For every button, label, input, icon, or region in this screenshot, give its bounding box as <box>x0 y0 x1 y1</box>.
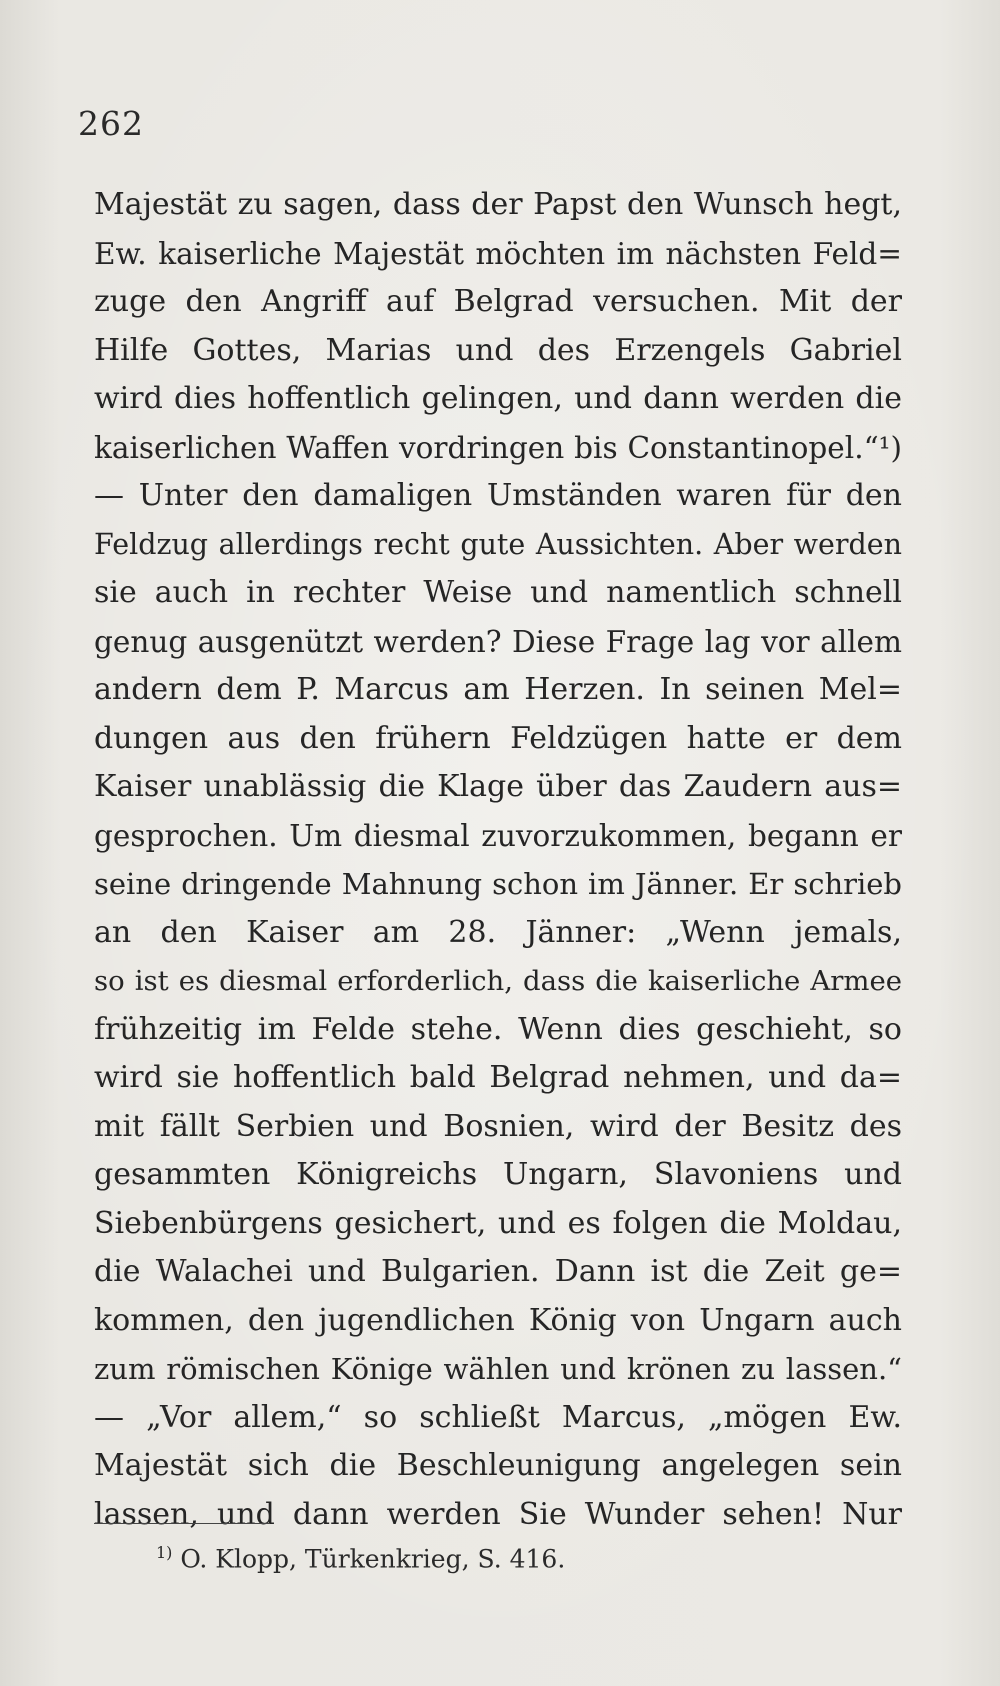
text-line: zuge den Angriff auf Belgrad versuchen. Mit der <box>94 284 902 319</box>
text-line: mit fällt Serbien und Bosnien, wird der Besitz des <box>94 1108 902 1144</box>
text-line: lassen, und dann werden Sie Wunder sehen! Nur <box>94 1496 902 1532</box>
text-line: — Unter den damaligen Umständen waren für den <box>94 478 902 513</box>
text-line: die Walachei und Bulgarien. Dann ist die Zeit ge= <box>94 1254 902 1289</box>
text-line: frühzeitig im Felde stehe. Wenn dies geschieht, so <box>94 1011 902 1047</box>
text-line: an den Kaiser am 28. Jänner: „Wenn jemals, <box>94 914 902 950</box>
text-line: dungen aus den frühern Feldzügen hatte er dem <box>94 720 902 756</box>
text-line: Feldzug allerdings recht gute Aussichten. Aber werden <box>94 527 902 561</box>
text-line: zum römischen Könige wählen und krönen zu lassen.“ <box>94 1352 902 1386</box>
text-line: andern dem P. Marcus am Herzen. In seinen Mel= <box>94 672 902 707</box>
text-line: Majestät sich die Beschleunigung angelegen sein <box>94 1448 902 1483</box>
text-line: wird dies hoffentlich gelingen, und dann werden die <box>94 381 902 416</box>
footnote-separator <box>94 1523 270 1524</box>
text-line: genug ausgenützt werden? Diese Frage lag vor allem <box>94 624 902 659</box>
text-line: Siebenbürgens gesichert, und es folgen die Moldau, <box>94 1205 902 1241</box>
text-line: sie auch in rechter Weise und namentlich schnell <box>94 575 902 610</box>
text-line: seine dringende Mahnung schon im Jänner. Er schrieb <box>94 867 902 901</box>
text-line: wird sie hoffentlich bald Belgrad nehmen, und da= <box>94 1060 902 1095</box>
text-line: gesammten Königreichs Ungarn, Slavoniens und <box>94 1157 902 1192</box>
text-line: Ew. kaiserliche Majestät möchten im nächsten Feld= <box>94 236 902 271</box>
footnote-text: O. Klopp, Türkenkrieg, S. 416. <box>180 1544 566 1574</box>
text-line: gesprochen. Um diesmal zuvorzukommen, begann er <box>94 818 902 853</box>
text-line: Kaiser unablässig die Klage über das Zaudern aus= <box>94 769 902 804</box>
text-line: kommen, den jugendlichen König von Ungarn auch <box>94 1302 902 1338</box>
text-line: Hilfe Gottes, Marias und des Erzengels Gabriel <box>94 332 902 368</box>
text-line: kaiserlichen Waffen vordringen bis Constantinopel.“¹) <box>94 430 902 465</box>
page-number: 262 <box>78 104 144 143</box>
text-line: — „Vor allem,“ so schließt Marcus, „mögen Ew. <box>94 1399 902 1435</box>
text-line: so ist es diesmal erforderlich, dass die kaiserliche Armee <box>94 965 902 997</box>
footnote-marker: 1) <box>156 1543 173 1562</box>
footnote <box>156 1543 565 1573</box>
text-line: Majestät zu sagen, dass der Papst den Wunsch hegt, <box>94 187 902 222</box>
body-text <box>94 181 902 1539</box>
